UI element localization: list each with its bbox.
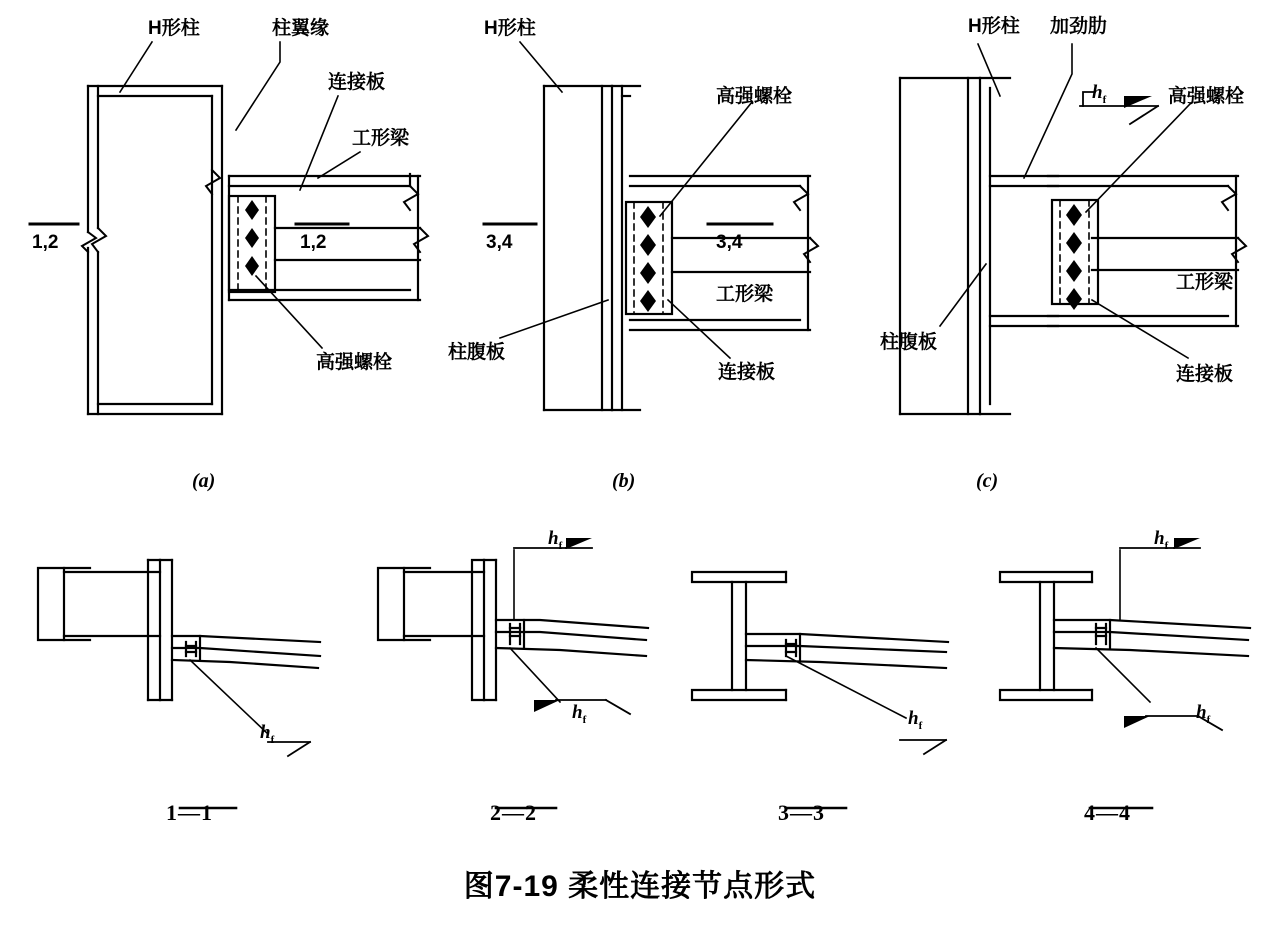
panel-b-label-connection-plate: 连接板: [718, 362, 776, 383]
section-2-2-label: 2—2: [490, 800, 537, 825]
panel-a-section-mark-2: 1,2: [300, 232, 327, 253]
panel-b-label-i-beam: 工形梁: [716, 284, 774, 305]
panel-b-label-bolt: 高强螺栓: [716, 86, 793, 107]
section-4-4-label: 4—4: [1084, 800, 1131, 825]
panel-c-label-stiffener: 加劲肋: [1050, 16, 1108, 37]
panel-b-bolts: [640, 206, 656, 312]
panel-b-label-h-column: H形柱: [484, 18, 536, 39]
panel-a-label-column-flange: 柱翼缘: [272, 18, 330, 39]
section-1-1-drawing: [38, 560, 320, 808]
panel-a-bolts: [245, 200, 259, 276]
section-1-1-weld-symbol: $h_f$: [260, 722, 275, 746]
panel-b-label-column-web: 柱腹板: [448, 342, 506, 363]
panel-b-section-mark: 3,4: [486, 232, 513, 253]
figure-caption: 图7-19 柔性连接节点形式: [463, 870, 817, 903]
panel-a-letter: (a): [192, 470, 216, 492]
panel-a-leader-h-column: [120, 42, 152, 92]
section-3-3-weld-symbol: $h_f$: [908, 708, 923, 732]
panel-a-label-connection-plate: 连接板: [328, 72, 386, 93]
panel-c-leader-bolt: [1086, 104, 1190, 212]
panel-b-leader-h-column: [520, 42, 562, 92]
panel-c-label-bolt: 高强螺栓: [1168, 86, 1245, 107]
panel-c-letter: (c): [976, 470, 999, 492]
section-4-4-weld-symbol-bottom: $h_f$: [1196, 702, 1211, 726]
panel-c-leader-stiffener: [1024, 44, 1072, 178]
panel-c-bolts: [1066, 204, 1082, 310]
panel-a-label-bolt: 高强螺栓: [316, 352, 393, 373]
section-1-1-label: 1—1: [166, 800, 213, 825]
panel-a-label-i-beam: 工形梁: [352, 128, 410, 149]
panel-b-section-mark-2: 3,4: [716, 232, 743, 253]
panel-c-weld-symbol: $h_f$: [1092, 82, 1107, 106]
section-3-3-label: 3—3: [778, 800, 825, 825]
section-3-3-drawing: [692, 572, 948, 808]
panel-c-leader-connection-plate: [1092, 300, 1188, 358]
panel-a-leader-bolt: [256, 276, 322, 348]
panel-a-section-mark: 1,2: [32, 232, 59, 253]
panel-b-leader-bolt: [660, 102, 752, 216]
section-2-2-weld-symbol-top: $h_f$: [548, 528, 563, 552]
panel-c-label-column-web: 柱腹板: [880, 332, 938, 353]
section-4-4-weld-symbol-top: $h_f$: [1154, 528, 1169, 552]
panel-c-label-connection-plate: 连接板: [1176, 364, 1234, 385]
panel-a-label-h-column: H形柱: [148, 18, 200, 39]
panel-c-label-h-column: H形柱: [968, 16, 1020, 37]
panel-c-label-i-beam: 工形梁: [1176, 272, 1234, 293]
panel-b-letter: (b): [612, 470, 636, 492]
section-4-4-drawing: [1000, 538, 1250, 808]
section-2-2-weld-symbol-bottom: $h_f$: [572, 702, 587, 726]
panel-a-leader-column-flange: [236, 42, 280, 130]
section-2-2-drawing: [378, 538, 648, 808]
panel-a-leader-i-beam: [318, 152, 360, 178]
panel-b-leader-column-web: [500, 300, 608, 338]
